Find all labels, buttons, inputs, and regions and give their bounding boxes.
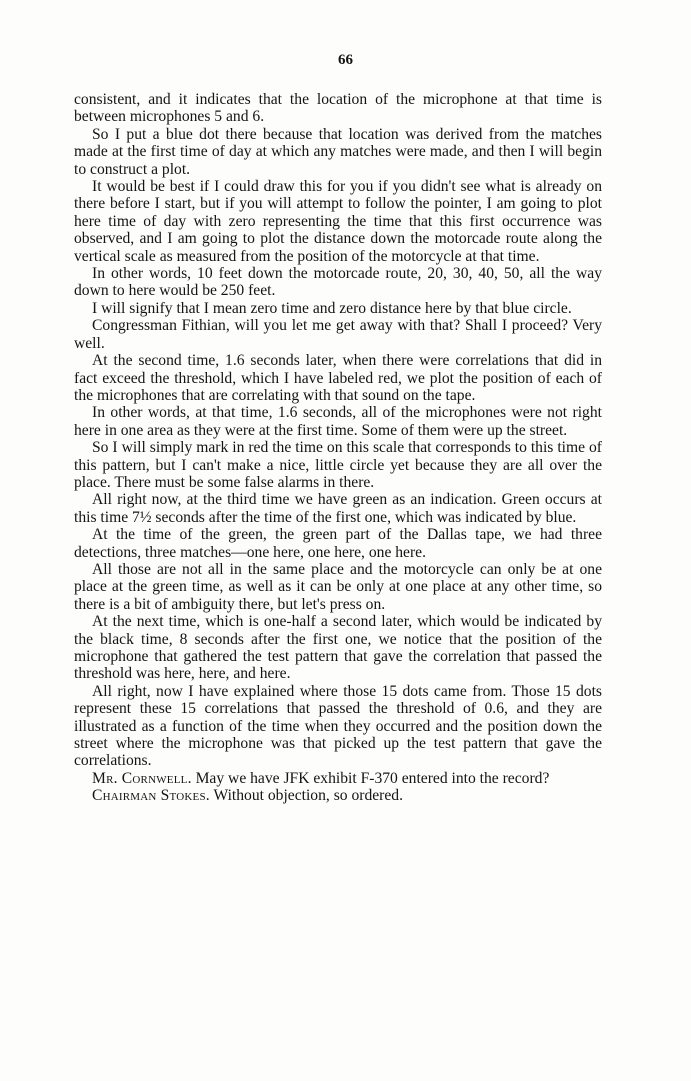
paragraph: I will signify that I mean zero time and zero distance here by that blue circle.: [92, 299, 572, 317]
speaker-text: May we have JFK exhibit F-370 entered into the record?: [191, 769, 550, 787]
speaker-text: Without objection, so ordered.: [209, 787, 403, 805]
speaker-paragraph: [74, 787, 602, 804]
speaker-name: Mr. Cornwell.: [92, 769, 192, 787]
paragraph: All right now, at the third time we have green as an indication. Green occurs at this time 7½ seconds after the time of the first one, which was indicated by blue.: [74, 491, 602, 526]
page-number: 66: [338, 52, 353, 68]
paragraph: consistent, and it indicates that the location of the microphone at that time is between microphones 5 and 6.: [74, 91, 602, 126]
paragraph: In other words, at that time, 1.6 seconds, all of the microphones were not right here in one area as they were at the first time. Some of them were up the street.: [74, 404, 602, 439]
paragraph: All right, now I have explained where those 15 dots came from. Those 15 dots represent these 15 correlations that passed the threshold of 0.6, and they are illustrated as a function of the time when they occurred and the position down the street where the microphone was that picked up the test pattern that gave the correlations.: [74, 682, 602, 770]
paragraph: At the time of the green, the green part of the Dallas tape, we had three detections, three matches—one here, one here, one here.: [74, 526, 602, 561]
paragraph: In other words, 10 feet down the motorcade route, 20, 30, 40, 50, all the way down to here would be 250 feet.: [74, 265, 602, 300]
paragraph: At the second time, 1.6 seconds later, when there were correlations that did in fact exceed the threshold, which I have labeled red, we plot the position of each of the microphones that are correlating with that sound on the tape.: [74, 352, 602, 404]
speaker-paragraph: [74, 770, 602, 787]
body-text: [74, 91, 602, 805]
paragraph: Congressman Fithian, will you let me get away with that? Shall I proceed? Very well.: [74, 317, 602, 352]
paragraph: At the next time, which is one-half a second later, which would be indicated by the black time, 8 seconds after the first one, we notice that the position of the microphone that gathered the test pattern that gave the correlation that passed the threshold was here, here, and here.: [74, 613, 602, 683]
paragraph: All those are not all in the same place and the motorcycle can only be at one place at the green time, as well as it can be only at one place at any other time, so there is a bit of ambiguity there, but let's press on.: [74, 560, 602, 613]
paragraph: So I will simply mark in red the time on this scale that corresponds to this time of this pattern, but I can't make a nice, little circle yet because they are all over the place. There must be some false alarms in there.: [74, 439, 602, 491]
speaker-name: Chairman Stokes.: [92, 787, 210, 805]
paragraph: It would be best if I could draw this for you if you didn't see what is already on there before I start, but if you will attempt to follow the pointer, I am going to plot here time of day with zero representing the time that this first occurrence was observed, and I am going to plot the distance down the motorcade route along the vertical scale as measured from the position of the motorcycle at that time.: [74, 178, 602, 265]
paragraph: So I put a blue dot there because that location was derived from the matches made at the first time of day at which any matches were made, and then I will begin to construct a plot.: [74, 125, 602, 178]
